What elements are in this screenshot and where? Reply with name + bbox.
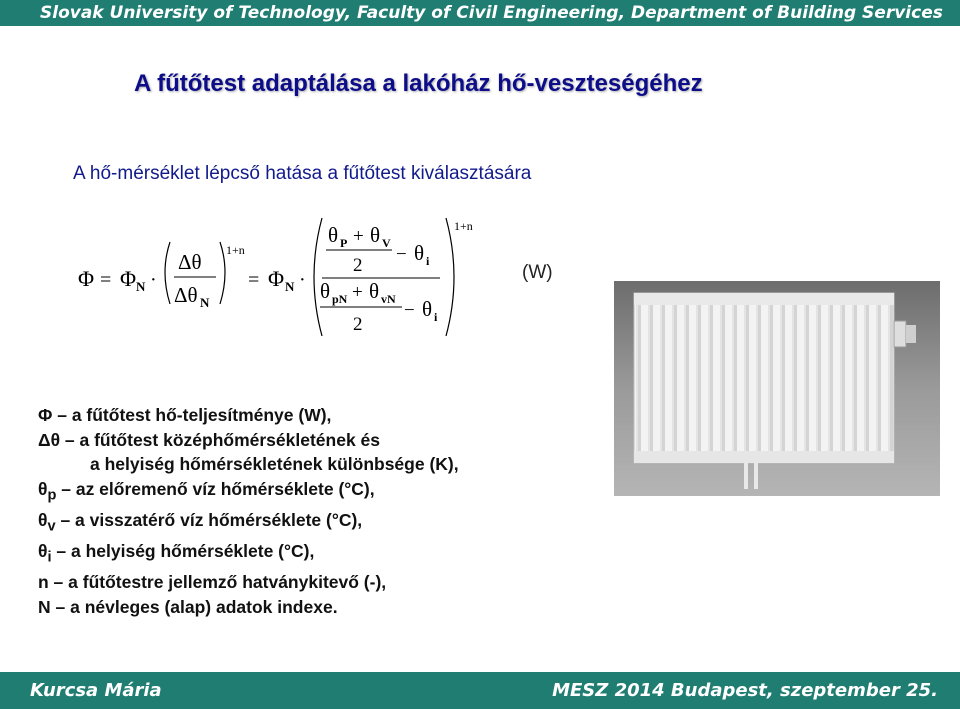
formula-theta-pn: θ (320, 279, 331, 303)
paren-left-1 (165, 242, 170, 304)
formula-theta-vn: θ (369, 279, 380, 303)
definition-text: – az előremenő víz hőmérséklete (°C), (56, 478, 375, 499)
definition-subscript: v (47, 518, 56, 535)
formula-minus-1: − (396, 244, 407, 265)
footer-event: MESZ 2014 Budapest, szeptember 25. (552, 680, 938, 701)
formula-sub-pn: pN (332, 292, 348, 306)
formula-sub-vn: vN (381, 292, 396, 306)
radiator-image (614, 281, 940, 496)
formula-phi: Φ (78, 266, 95, 291)
formula-phi-n-2: Φ (268, 266, 285, 291)
formula-theta-i-2: θ (422, 297, 433, 321)
footer-bar (0, 672, 960, 709)
formula-phi-n: Φ (120, 266, 137, 291)
formula-exponent-2: 1+n (454, 219, 473, 233)
definition-subscript: i (47, 549, 52, 566)
definition-phi: Φ – a fűtőtest hő-teljesítménye (W), (38, 405, 332, 425)
definition-text: – a helyiség hőmérséklete (°C), (51, 540, 315, 561)
slide-title: A fűtőtest adaptálása a lakóház hő-veszteségéhez (134, 70, 703, 97)
formula-sub-n-2: N (200, 295, 210, 310)
formula-two-2: 2 (353, 314, 363, 335)
heat-output-formula (70, 212, 500, 342)
formula-delta-theta: Δθ (178, 250, 202, 274)
footer-author: Kurcsa Mária (30, 680, 162, 701)
formula-equals-1: = (100, 269, 112, 291)
formula-plus-1: + (353, 226, 364, 247)
formula-sub-n-3: N (285, 279, 295, 294)
definition-text: – a visszatérő víz hőmérséklete (°C), (55, 509, 363, 530)
formula-sub-n: N (136, 279, 146, 294)
formula-sub-i: i (426, 254, 430, 268)
paren-right-1 (220, 242, 225, 304)
formula-theta-v: θ (370, 223, 381, 247)
header-bar (0, 0, 960, 26)
paren-right-2 (446, 218, 454, 336)
definition-delta-theta-cont: a helyiség hőmérsékletének különbsége (K), (90, 454, 459, 475)
unit-label: (W) (522, 262, 553, 283)
formula-dot-2: · (299, 269, 306, 291)
paren-left-2 (314, 218, 322, 336)
definition-n-exponent: n – a fűtőtestre jellemző hatványkitevő (-), (38, 572, 387, 593)
definition-subscript: p (47, 487, 57, 504)
formula-plus-2: + (352, 282, 363, 303)
formula-exponent-1: 1+n (226, 243, 245, 257)
definition-theta-i (38, 539, 459, 570)
formula-theta-p: θ (328, 223, 339, 247)
header-text: Slovak University of Technology, Faculty of Civil Engineering, Department of Building Services (40, 3, 943, 23)
definitions-list (38, 403, 459, 619)
definition-delta-theta: Δθ – a fűtőtest középhőmérsékletének és (38, 429, 381, 450)
formula-minus-2: − (404, 300, 415, 321)
slide-subtitle: A hő-mérséklet lépcső hatása a fűtőtest kiválasztására (73, 163, 532, 184)
definition-symbol: θ (38, 540, 48, 561)
formula-equals-2: = (248, 269, 260, 291)
formula-sub-i-2: i (434, 310, 438, 324)
definition-n-index: N – a névleges (alap) adatok indexe. (38, 596, 338, 617)
formula-two-1: 2 (353, 255, 363, 276)
definition-symbol: θ (38, 478, 48, 499)
definition-symbol: θ (38, 509, 48, 530)
definition-theta-v (38, 508, 459, 539)
definition-theta-p (38, 477, 459, 508)
formula-sub-v: V (382, 236, 391, 250)
formula-sub-p: P (340, 236, 348, 250)
formula-delta-theta-n: Δθ (174, 283, 198, 307)
formula-theta-i: θ (414, 241, 425, 265)
formula-dot-1: · (150, 269, 157, 291)
